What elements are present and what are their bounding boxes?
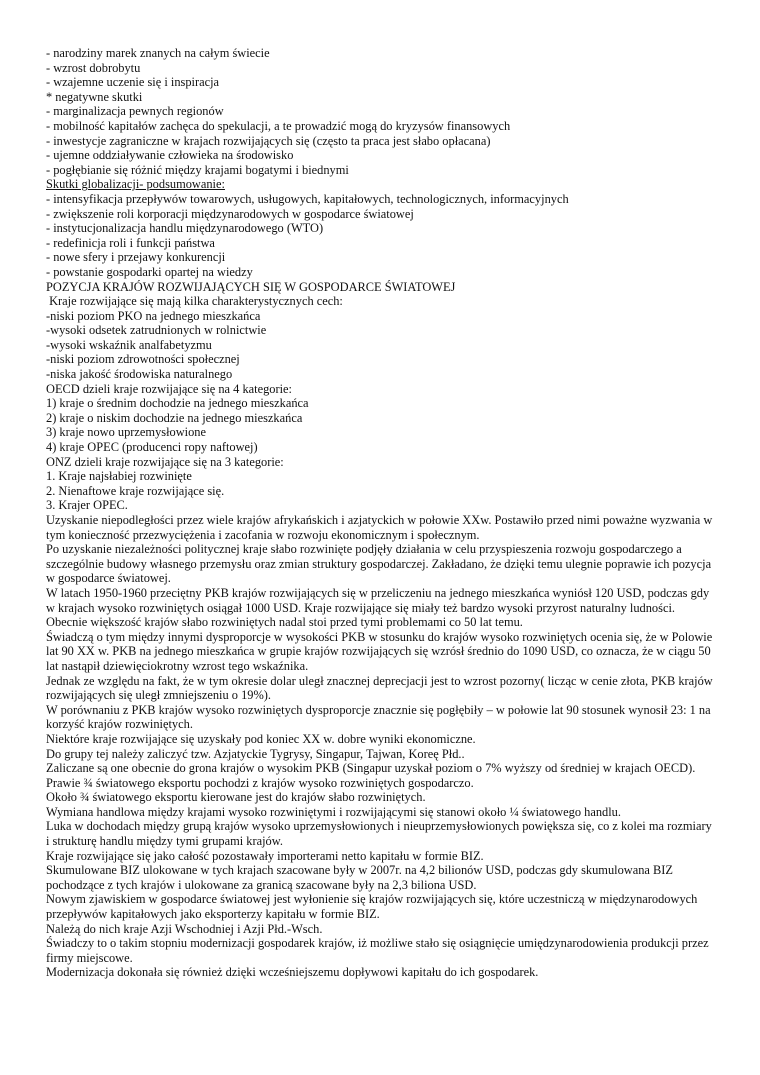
paragraph: Uzyskanie niepodległości przez wiele krajów afrykańskich i azjatyckich w połowie XXw. Postawiło przed nimi poważne wyzwania w tym konieczność przezwyciężenia i zacofania w rozwoju ekonomicznym i społecznym.: [46, 513, 713, 542]
text-line: OECD dzieli kraje rozwijające się na 4 kategorie:: [46, 381, 292, 396]
text-line: - zwiększenie roli korporacji międzynarodowych w gospodarce światowej: [46, 206, 414, 221]
text-line: -wysoki odsetek zatrudnionych w rolnictwie: [46, 323, 267, 338]
paragraph: Modernizacja dokonała się również dzięki wcześniejszemu dopływowi kapitału do ich gospodarek.: [46, 965, 539, 980]
text-line: -wysoki wskaźnik analfabetyzmu: [46, 337, 212, 352]
paragraph: Jednak ze względu na fakt, że w tym okresie dolar uległ znacznej deprecjacji jest to wzrost pozorny( licząc w cenie złota, PKB krajów rozwijających się uległ zmniejszeniu o 19%).: [46, 673, 713, 703]
text-line: 3) kraje nowo uprzemysłowione: [46, 425, 207, 440]
text-line: -niski poziom zdrowotności społecznej: [46, 352, 240, 367]
text-line: 1) kraje o średnim dochodzie na jednego mieszkańca: [46, 396, 309, 411]
summary-heading: Skutki globalizacji- podsumowanie:: [46, 177, 225, 192]
text-line: ONZ dzieli kraje rozwijające się na 3 kategorie:: [46, 454, 284, 469]
text-line: 3. Krajer OPEC.: [46, 498, 128, 513]
paragraph: W porównaniu z PKB krajów wysoko rozwiniętych dysproporcje znacznie się pogłębiły – w połowie lat 90 stosunek wynosił 23: 1 na korzyść krajów rozwiniętych.: [46, 702, 711, 732]
paragraph: Po uzyskanie niezależności politycznej kraje słabo rozwinięte podjęły działania w celu przyspieszenia rozwoju gospodarczego a szczególnie budowy własnego przemysłu oraz zmian struktury gospodarczej. Zakładano, że dzięki temu ulegnie poprawie ich pozycja w gospodarce światowej.: [46, 542, 712, 586]
text-line: - wzrost dobrobytu: [46, 60, 141, 75]
document-page: [46, 46, 714, 980]
text-line: * negatywne skutki: [46, 89, 143, 104]
text-line: - narodziny marek znanych na całym świecie: [46, 46, 270, 60]
text-line: - redefinicja roli i funkcji państwa: [46, 235, 215, 250]
text-line: - instytucjonalizacja handlu międzynarodowego (WTO): [46, 221, 324, 236]
text-line: - nowe sfery i przejawy konkurencji: [46, 250, 226, 265]
text-line: - intensyfikacja przepływów towarowych, usługowych, kapitałowych, technologicznych, informacyjnych: [46, 191, 569, 206]
text-line: - powstanie gospodarki opartej na wiedzy: [46, 264, 253, 279]
text-line: - marginalizacja pewnych regionów: [46, 104, 224, 119]
paragraph: Kraje rozwijające się jako całość pozostawały importerami netto kapitału w formie BIZ.: [46, 848, 484, 863]
paragraph: Skumulowane BIZ ulokowane w tych krajach szacowane były w 2007r. na 4,2 bilionów USD, podczas gdy skumulowana BIZ pochodzące z tych krajów i ulokowane za granicą szacowane były na 2,3 biliona USD.: [46, 863, 673, 892]
paragraph: W latach 1950-1960 przeciętny PKB krajów rozwijających się w przeliczeniu na jednego mieszkańca wyniósł 120 USD, podczas gdy w krajach wysoko rozwiniętych osiągał 1000 USD. Kraje rozwijające się miały też bardzo wysoki przyrost naturalny ludności.: [46, 585, 710, 615]
text-line: - wzajemne uczenie się i inspiracja: [46, 75, 220, 90]
paragraph: Luka w dochodach między grupą krajów wysoko uprzemysłowionych i nieuprzemysłowionych powiększa się, co z kolei ma rozmiary i strukturę handlu między tymi grupami krajów.: [46, 819, 712, 849]
paragraph: Obecnie większość krajów słabo rozwiniętych nadal stoi przed tymi problemami co 50 lat temu.: [46, 615, 523, 630]
paragraph: Nowym zjawiskiem w gospodarce światowej jest wyłonienie się krajów rozwijających się, które uczestniczą w międzynarodowych przepływów kapitałowych jako eksporterzy kapitału w formie BIZ.: [46, 892, 698, 922]
text-line: Kraje rozwijające się mają kilka charakterystycznych cech:: [46, 294, 343, 309]
paragraph: Prawie ¾ światowego eksportu pochodzi z krajów wysoko rozwiniętych gospodarczo.: [46, 775, 474, 790]
paragraph: Należą do nich kraje Azji Wschodniej i Azji Płd.-Wsch.: [46, 921, 323, 936]
text-line: 2) kraje o niskim dochodzie na jednego mieszkańca: [46, 410, 303, 425]
text-line: 1. Kraje najsłabiej rozwinięte: [46, 469, 192, 484]
text-line: 4) kraje OPEC (producenci ropy naftowej): [46, 440, 258, 455]
paragraph: Świadczą o tym między innymi dysproporcje w wysokości PKB w stosunku do krajów wysoko rozwiniętych ocenia się, że w Polowie lat 90 XX w. PKB na jednego mieszkańca w grupie krajów rozwijających się wzrósł średnio do 1090 USD, co oznacza, że w ciągu 50 lat nastąpił dziewięciokrotny wzrost tego wskaźnika.: [46, 629, 713, 673]
section-heading: POZYCJA KRAJÓW ROZWIJAJĄCYCH SIĘ W GOSPODARCE ŚWIATOWEJ: [46, 279, 456, 294]
paragraph: Do grupy tej należy zaliczyć tzw. Azjatyckie Tygrysy, Singapur, Tajwan, Koreę Płd..: [46, 746, 465, 761]
paragraph: Wymiana handlowa między krajami wysoko rozwiniętymi i rozwijającymi się stanowi około ¼ światowego handlu.: [46, 804, 621, 819]
text-line: -niski poziom PKO na jednego mieszkańca: [46, 308, 261, 323]
text-line: - mobilność kapitałów zachęca do spekulacji, a te prowadzić mogą do kryzysów finansowych: [46, 118, 511, 133]
paragraph: Około ¾ światowego eksportu kierowane jest do krajów słabo rozwiniętych.: [46, 790, 426, 805]
paragraph: Zaliczane są one obecnie do grona krajów o wysokim PKB (Singapur uzyskał poziom o 7% wyższy od średniej w krajach OECD).: [46, 761, 696, 776]
text-line: - ujemne oddziaływanie człowieka na środowisko: [46, 148, 294, 163]
text-line: 2. Nienaftowe kraje rozwijające się.: [46, 483, 225, 498]
text-line: -niska jakość środowiska naturalnego: [46, 367, 233, 382]
text-line: - pogłębianie się różnić między krajami bogatymi i biednymi: [46, 162, 349, 177]
paragraph: Niektóre kraje rozwijające się uzyskały pod koniec XX w. dobre wyniki ekonomiczne.: [46, 731, 476, 746]
text-line: - inwestycje zagraniczne w krajach rozwijających się (często ta praca jest słabo opłacana): [46, 133, 491, 148]
paragraph: Świadczy to o takim stopniu modernizacji gospodarek krajów, iż możliwe stało się osiągnięcie umiędzynarodowienia produkcji przez firmy miejscowe.: [46, 936, 709, 965]
